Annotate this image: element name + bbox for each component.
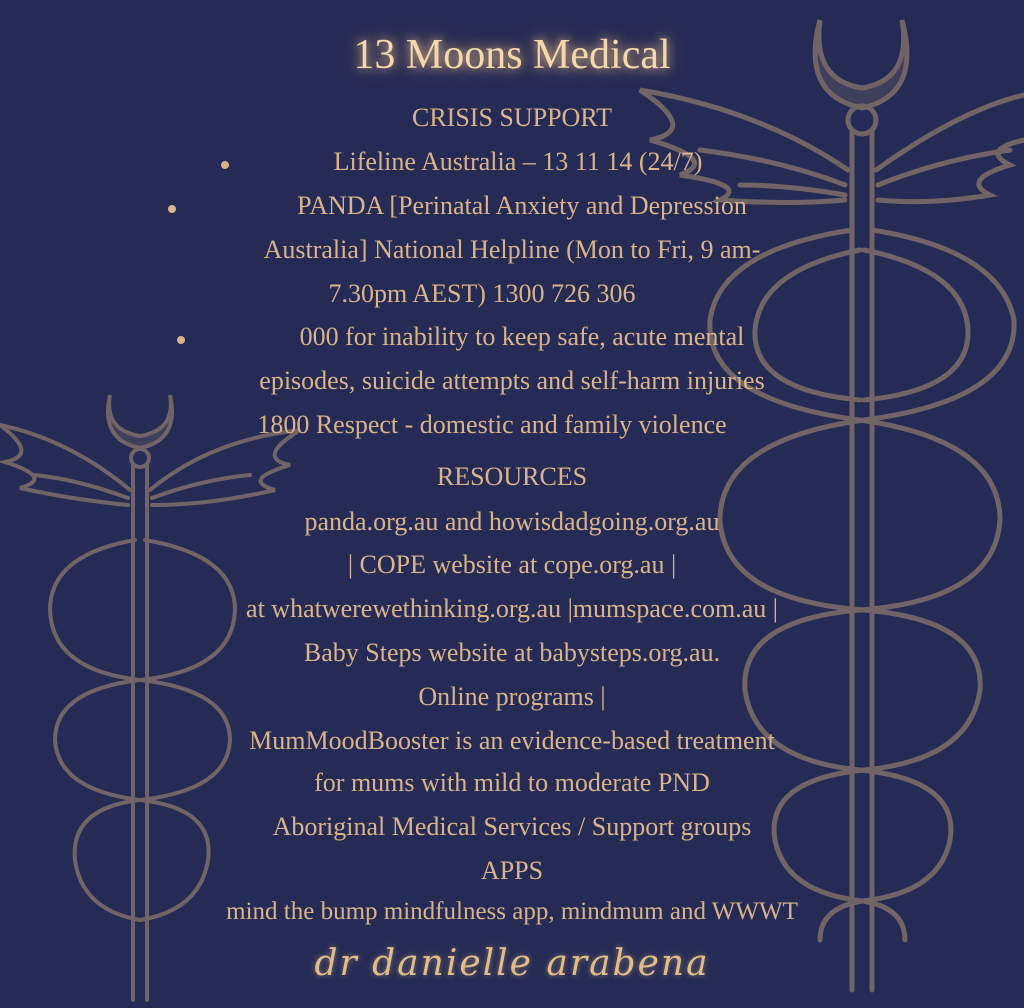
emergency-line-1: 000 for inability to keep safe, acute mental [299, 322, 745, 351]
resources-line-5: Online programs | [418, 682, 606, 711]
resources-line-4: Baby Steps website at babysteps.org.au. [303, 638, 721, 667]
lifeline-text: Lifeline Australia – 13 11 14 (24/7) [333, 147, 703, 176]
apps-heading: APPS [480, 856, 544, 885]
panda-line-3: 7.30pm AEST) 1300 726 306 [328, 279, 636, 308]
signature: dr danielle arabena [314, 943, 710, 984]
resources-line-3: at whatwerewethinking.org.au |mumspace.com.au | [246, 594, 778, 623]
panda-line-1: PANDA [Perinatal Anxiety and Depression [297, 191, 747, 220]
resources-line-2: | COPE website at cope.org.au | [347, 550, 677, 579]
crisis-support-heading: CRISIS SUPPORT [411, 103, 612, 132]
apps-line-1: mind the bump mindfulness app, mindmum and WWWT [226, 898, 798, 925]
resources-line-6: MumMoodBooster is an evidence-based treatment [249, 726, 775, 755]
respect-line: 1800 Respect - domestic and family violence [257, 410, 727, 439]
resources-heading: RESOURCES [436, 462, 588, 491]
page-title: 13 Moons Medical [353, 32, 671, 78]
panda-line-2: Australia] National Helpline (Mon to Fri, 9 am- [263, 235, 761, 264]
emergency-line-2: episodes, suicide attempts and self-harm injuries [259, 366, 765, 395]
resources-line-1: panda.org.au and howisdadgoing.org.au [304, 507, 720, 536]
resources-line-7: for mums with mild to moderate PND [314, 768, 710, 797]
resources-line-8: Aboriginal Medical Services / Support groups [272, 812, 752, 841]
